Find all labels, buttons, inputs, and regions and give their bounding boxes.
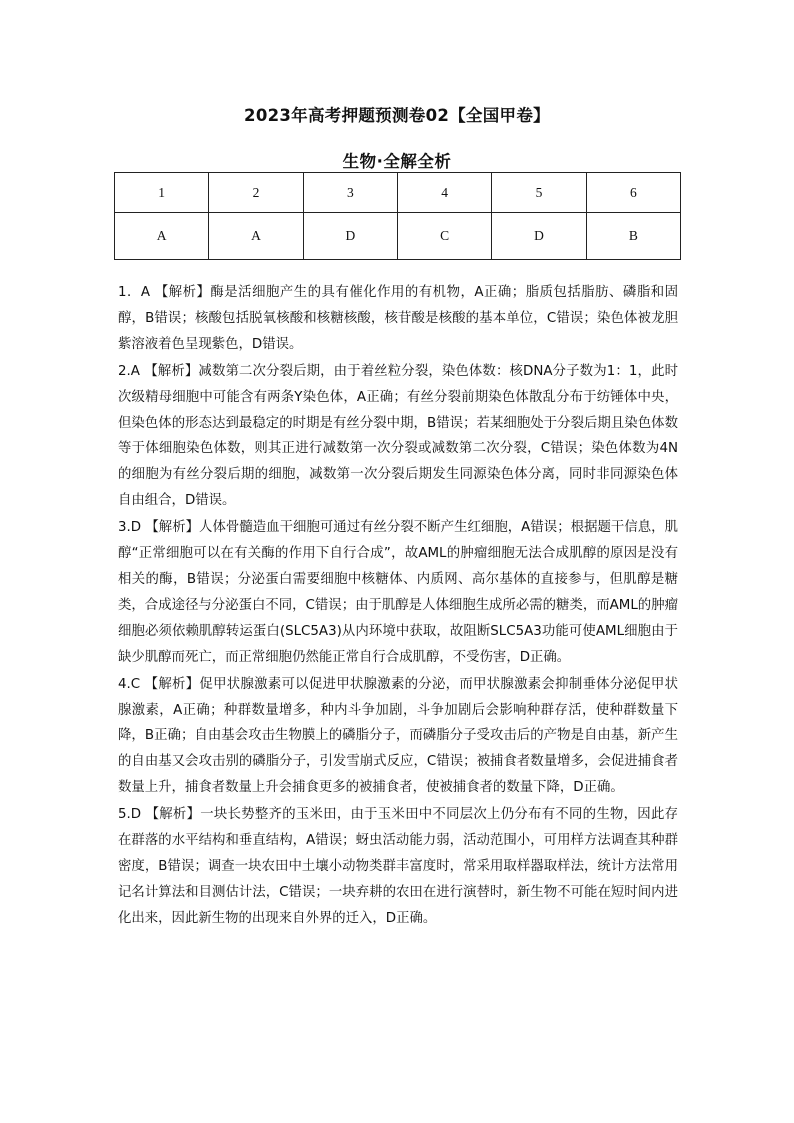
question-number-cell: 6 bbox=[586, 173, 680, 213]
explanation-paragraph: 1．A 【解析】酶是活细胞产生的具有催化作用的有机物，A正确；脂质包括脂肪、磷脂和固醇，B错误；核酸包括脱氧核酸和核糖核酸，核苷酸是核酸的基本单位，C错误；染色体被龙胆紫溶液着色呈现紫色，D错误。 bbox=[118, 285, 678, 352]
question-number-row bbox=[115, 173, 681, 213]
page-title: 2023年高考押题预测卷02【全国甲卷】 bbox=[244, 106, 550, 125]
question-number-cell: 5 bbox=[492, 173, 586, 213]
answer-cell: D bbox=[303, 213, 397, 260]
explanations bbox=[118, 280, 678, 933]
explanation-paragraph: 3.D 【解析】人体骨髓造血干细胞可通过有丝分裂不断产生红细胞，A错误；根据题干信息，肌醇“正常细胞可以在有关酶的作用下自行合成”，故AML的肿瘤细胞无法合成肌醇的原因是没有相关的酶，B错误；分泌蛋白需要细胞中核糖体、内质网、高尔基体的直接参与，但肌醇是糖类，合成途径与分泌蛋白不同，C错误；由于肌醇是人体细胞生成所必需的糖类，而AML的肿瘤细胞必须依赖肌醇转运蛋白(SLC5A3)从内环境中获取，故阻断SLC5A3功能可使AML细胞由于缺少肌醇而死亡，而正常细胞仍然能正常自行合成肌醇，不受伤害，D正确。 bbox=[118, 520, 678, 665]
question-number-cell: 4 bbox=[397, 173, 491, 213]
question-number-cell: 2 bbox=[209, 173, 303, 213]
page-subtitle: 生物·全解全析 bbox=[342, 152, 452, 171]
answer-table bbox=[114, 172, 681, 260]
answer-cell: D bbox=[492, 213, 586, 260]
explanation-paragraph: 5.D 【解析】一块长势整齐的玉米田，由于玉米田中不同层次上仍分布有不同的生物，因此存在群落的水平结构和垂直结构，A错误；蚜虫活动能力弱，活动范围小，可用样方法调查其种群密度，B错误；调查一块农田中土壤小动物类群丰富度时，常采用取样器取样法，统计方法常用记名计算法和目测估计法，C错误；一块弃耕的农田在进行演替时，新生物不可能在短时间内进化出来，因此新生物的出现来自外界的迁入，D正确。 bbox=[118, 807, 678, 926]
answer-row bbox=[115, 213, 681, 260]
question-number-cell: 3 bbox=[303, 173, 397, 213]
question-number-cell: 1 bbox=[115, 173, 209, 213]
explanation-paragraph: 4.C 【解析】促甲状腺激素可以促进甲状腺激素的分泌，而甲状腺激素会抑制垂体分泌促甲状腺激素，A正确；种群数量增多，种内斗争加剧，斗争加剧后会影响种群存活，使种群数量下降，B正确；自由基会攻击生物膜上的磷脂分子，而磷脂分子受攻击后的产物是自由基，新产生的自由基又会攻击别的磷脂分子，引发雪崩式反应，C错误；被捕食者数量增多，会促进捕食者数量上升，捕食者数量上升会捕食更多的被捕食者，使被捕食者的数量下降，D正确。 bbox=[118, 676, 678, 796]
answer-cell: B bbox=[586, 213, 680, 260]
answer-cell: C bbox=[397, 213, 491, 260]
answer-cell: A bbox=[115, 213, 209, 260]
explanation-paragraph: 2.A 【解析】减数第二次分裂后期，由于着丝粒分裂，染色体数：核DNA分子数为1：1，此时次级精母细胞中可能含有两条Y染色体，A正确；有丝分裂前期染色体散乱分布于纺锤体中央，但染色体的形态达到最稳定的时期是有丝分裂中期，B错误；若某细胞处于分裂后期且染色体数等于体细胞染色体数，则其正进行减数第一次分裂或减数第二次分裂，C错误；染色体数为4N的细胞为有丝分裂后期的细胞，减数第一次分裂后期发生同源染色体分离，同时非同源染色体自由组合，D错误。 bbox=[118, 363, 678, 509]
answer-cell: A bbox=[209, 213, 303, 260]
